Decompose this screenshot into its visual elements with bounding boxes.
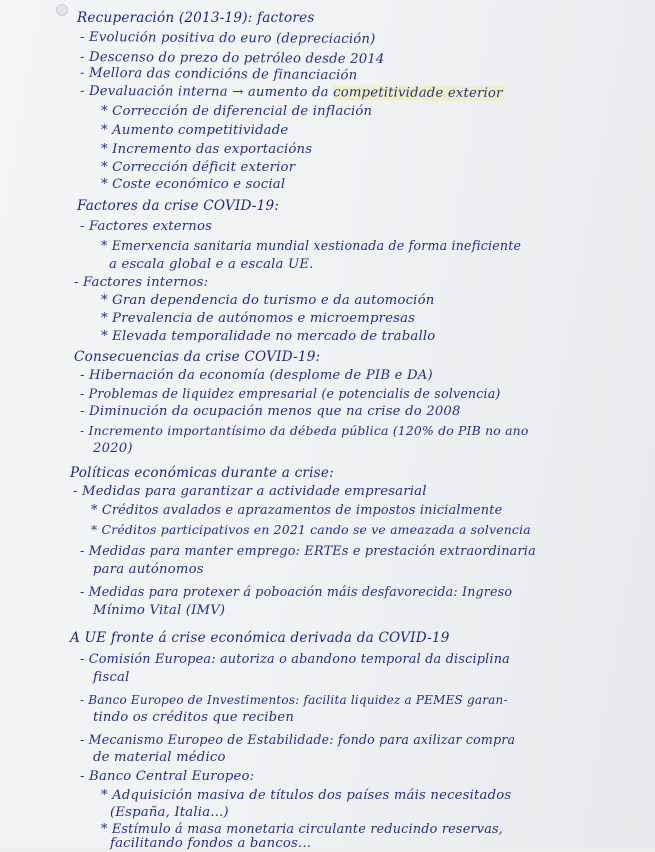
list-item: - Comisión Europea: autoriza o abandono temporal da disciplina <box>80 652 511 667</box>
list-item: (España, Italia...) <box>110 805 229 820</box>
list-item: - Factores externos <box>80 219 213 234</box>
list-item: - Banco Central Europeo: <box>80 769 255 784</box>
list-item: 2020) <box>93 441 133 456</box>
list-item: - Mellora das condicións de financiación <box>79 65 358 84</box>
list-item: a escala global e a escala UE. <box>109 257 314 272</box>
list-item: * Créditos avalados e aprazamentos de impostos inicialmente <box>91 503 503 518</box>
section-title: Factores da crise COVID-19: <box>77 198 280 214</box>
list-item: * Emerxencia sanitaria mundial xestionada de forma ineficiente <box>101 238 522 253</box>
list-item: - Incremento importantísimo da débeda pública (120% do PIB no ano <box>80 423 529 438</box>
list-item: * Estímulo á masa monetaria circulante reducindo reservas, <box>101 822 504 837</box>
list-item: * Coste económico e social <box>101 177 286 192</box>
list-item: - Medidas para manter emprego: ERTEs e prestación extraordinaria <box>80 544 536 559</box>
section-title: A UE fronte á crise económica derivada da COVID-19 <box>70 630 450 646</box>
list-item: - Hibernación da economía (desplome de PIB e DA) <box>80 368 433 383</box>
list-item: * Incremento das exportacións <box>101 142 313 157</box>
highlighted-phrase: competitividade exterior <box>333 85 503 102</box>
section-title: Recuperación (2013-19): factores <box>77 10 315 26</box>
list-item: - Medidas para garantizar a actividade empresarial <box>73 484 427 499</box>
section-title: Consecuencias da crise COVID-19: <box>74 349 321 365</box>
list-item: - Descenso do prezo do petróleo desde 2014 <box>79 49 385 68</box>
list-item: - Problemas de liquidez empresarial (e potencialis de solvencia) <box>80 386 501 401</box>
list-item: * Corrección déficit exterior <box>101 160 296 175</box>
list-item: - Devaluación interna → aumento da competitividade exterior <box>79 83 503 102</box>
list-item: * Corrección de diferencial de inflación <box>101 104 373 119</box>
list-item: tindo os créditos que reciben <box>93 710 295 725</box>
list-item: - Factores internos: <box>74 275 209 290</box>
list-item: facilitando fondos a bancos... <box>110 836 312 851</box>
list-item: - Banco Europeo de Investimentos: facilita liquidez a PEMES garan- <box>80 693 508 707</box>
list-item: * Elevada temporalidade no mercado de traballo <box>101 329 436 344</box>
list-item: - Mecanismo Europeo de Estabilidade: fondo para axilizar compra <box>80 732 516 747</box>
list-item: - Medidas para protexer á poboación máis desfavorecida: Ingreso <box>80 584 513 599</box>
list-item: - Evolución positiva do euro (depreciación) <box>79 29 376 48</box>
list-item: * Gran dependencia do turismo e da automoción <box>101 293 435 308</box>
list-item: fiscal <box>93 670 130 685</box>
binder-hole <box>56 4 68 16</box>
list-item: de material médico <box>93 750 226 765</box>
list-item: * Créditos participativos en 2021 cando se ve ameazada a solvencia <box>91 522 531 537</box>
list-item: * Aumento competitividade <box>101 123 289 138</box>
section-title: Políticas económicas durante a crise: <box>70 465 334 481</box>
list-item: * Prevalencia de autónomos e microempresas <box>101 311 416 326</box>
list-item: - Diminución da ocupación menos que na crise do 2008 <box>80 404 461 419</box>
list-item: Mínimo Vital (IMV) <box>93 603 226 618</box>
list-item: para autónomos <box>93 562 204 577</box>
list-item: * Adquisición masiva de títulos dos países máis necesitados <box>101 788 512 803</box>
